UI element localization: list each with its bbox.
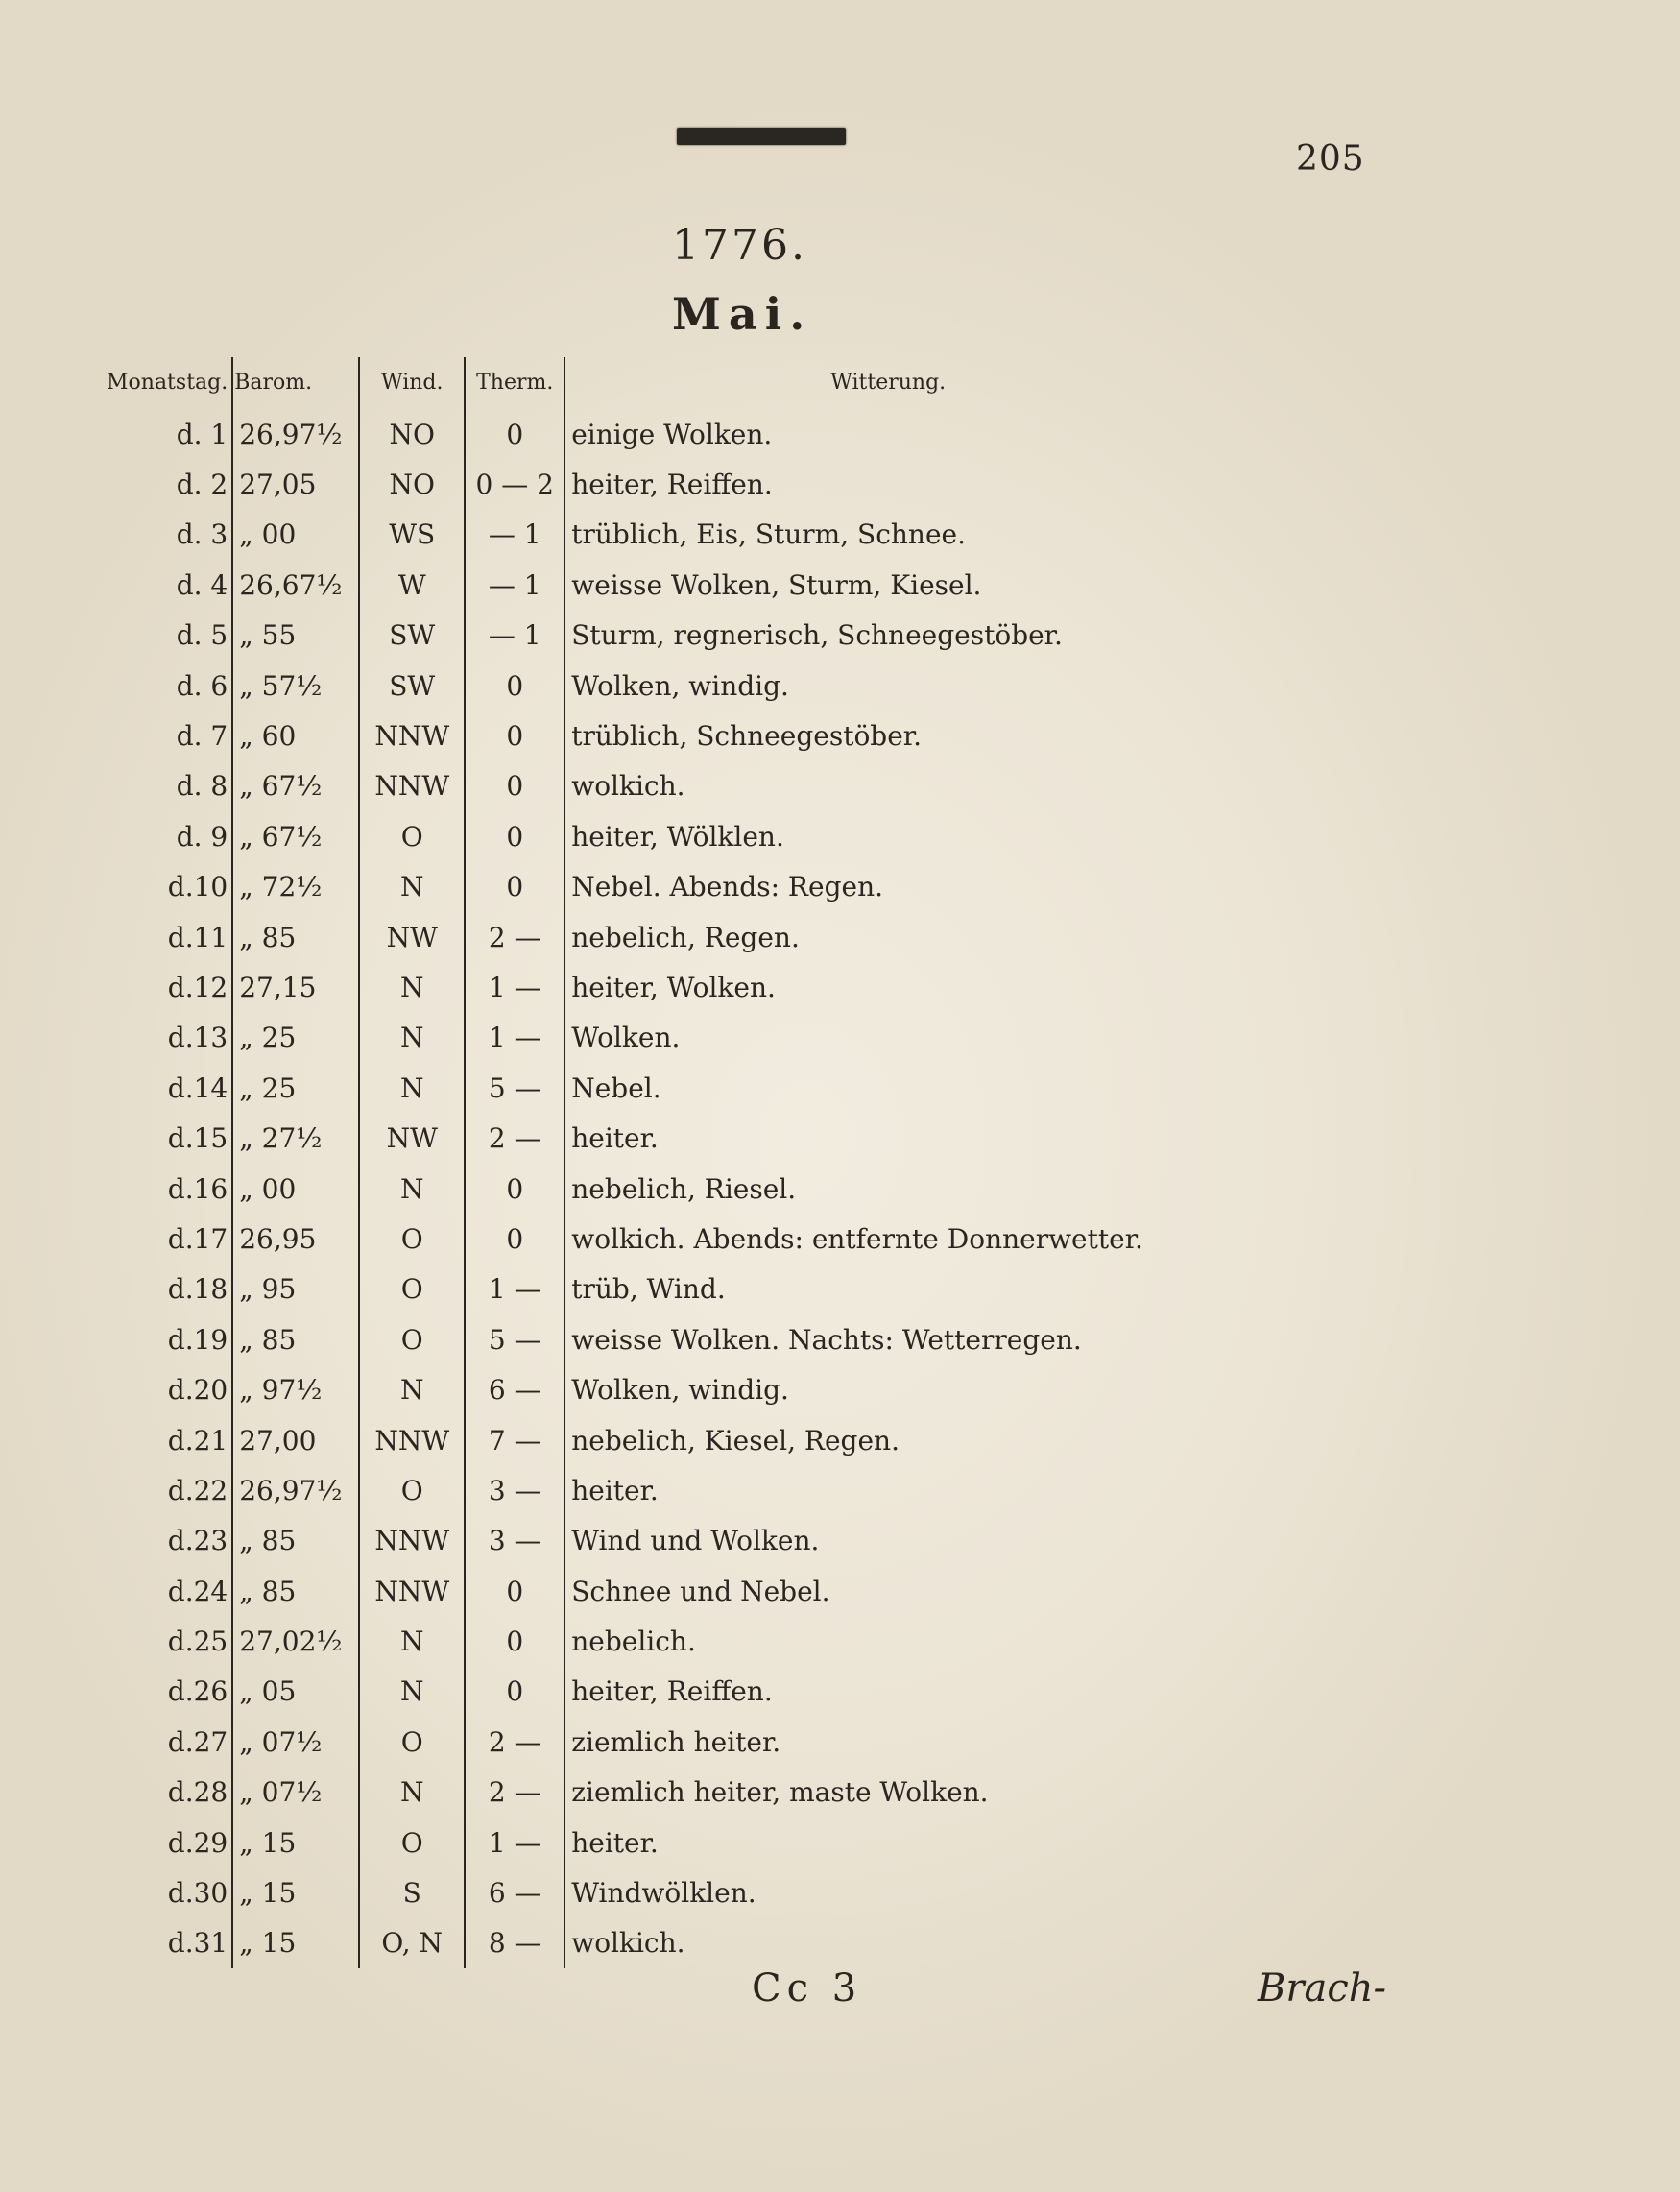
cell-thermometer: 0	[465, 811, 564, 861]
header-day: Monatstag.	[107, 371, 228, 395]
cell-weather: weisse Wolken, Sturm, Kiesel.	[564, 560, 1211, 610]
cell-wind: N	[359, 1768, 465, 1818]
cell-weather: ziemlich heiter.	[564, 1717, 1211, 1767]
cell-barometer: „ 07½	[232, 1768, 359, 1818]
cell-thermometer: 0	[465, 661, 564, 711]
cell-wind: WS	[359, 510, 465, 560]
cell-thermometer: — 1	[465, 560, 564, 610]
cell-wind: NO	[359, 459, 465, 509]
table-row	[106, 611, 1211, 661]
table-row	[106, 1867, 1211, 1917]
cell-day: d.18	[167, 1273, 228, 1306]
cell-wind: O, N	[359, 1918, 465, 1968]
cell-day: d.27	[167, 1725, 228, 1758]
cell-barometer: „ 72½	[232, 862, 359, 912]
cell-wind: NNW	[359, 761, 465, 811]
table-row	[106, 912, 1211, 962]
cell-day: d.14	[167, 1072, 228, 1104]
cell-thermometer: 2 —	[465, 912, 564, 962]
cell-thermometer: 5 —	[465, 1063, 564, 1113]
cell-thermometer: — 1	[465, 510, 564, 560]
weather-table-body	[106, 409, 1211, 1968]
cell-barometer: 26,95	[232, 1214, 359, 1264]
table-row	[106, 1063, 1211, 1113]
cell-weather: trüblich, Schneegestöber.	[564, 711, 1211, 760]
cell-weather: heiter, Reiffen.	[564, 459, 1211, 509]
cell-wind: SW	[359, 661, 465, 711]
cell-day: d.13	[167, 1022, 228, 1054]
cell-barometer: 26,97½	[232, 409, 359, 459]
table-row	[106, 1415, 1211, 1465]
table-row	[106, 1918, 1211, 1968]
cell-barometer: 27,05	[232, 459, 359, 509]
cell-barometer: 26,97½	[232, 1465, 359, 1515]
table-row	[106, 1214, 1211, 1264]
cell-day: d. 7	[176, 720, 228, 753]
table-row	[106, 459, 1211, 509]
cell-thermometer: — 1	[465, 611, 564, 661]
cell-weather: einige Wolken.	[564, 409, 1211, 459]
cell-thermometer: 6 —	[465, 1867, 564, 1917]
cell-thermometer: 0	[465, 862, 564, 912]
cell-day: d. 5	[176, 619, 228, 652]
cell-wind: N	[359, 1616, 465, 1666]
cell-thermometer: 3 —	[465, 1516, 564, 1566]
cell-day: d.26	[167, 1675, 228, 1708]
cell-day: d.12	[167, 971, 228, 1003]
cell-day: d.19	[167, 1323, 228, 1356]
cell-wind: W	[359, 560, 465, 610]
cell-barometer: „ 67½	[232, 811, 359, 861]
cell-thermometer: 1 —	[465, 1013, 564, 1063]
cell-barometer: „ 85	[232, 912, 359, 962]
cell-weather: nebelich.	[564, 1616, 1211, 1666]
table-row	[106, 1364, 1211, 1414]
cell-weather: heiter, Wölklen.	[564, 811, 1211, 861]
cell-day: d.21	[167, 1424, 228, 1457]
cell-wind: S	[359, 1867, 465, 1917]
cell-weather: wolkich.	[564, 1918, 1211, 1968]
table-row	[106, 1768, 1211, 1818]
weather-table	[106, 357, 1211, 1968]
cell-wind: N	[359, 962, 465, 1012]
cell-wind: O	[359, 1818, 465, 1867]
cell-thermometer: 0	[465, 761, 564, 811]
cell-day: d. 6	[176, 669, 228, 702]
cell-day: d.29	[167, 1826, 228, 1859]
table-row	[106, 510, 1211, 560]
cell-thermometer: 1 —	[465, 1265, 564, 1314]
cell-thermometer: 0	[465, 1667, 564, 1717]
cell-wind: N	[359, 1164, 465, 1214]
cell-wind: N	[359, 1063, 465, 1113]
table-row	[106, 1566, 1211, 1616]
cell-thermometer: 1 —	[465, 962, 564, 1012]
cell-thermometer: 2 —	[465, 1717, 564, 1767]
cell-day: d.22	[167, 1474, 228, 1506]
signature-mark: Cc 3	[752, 1966, 863, 2011]
cell-wind: N	[359, 1364, 465, 1414]
cell-barometer: „ 00	[232, 510, 359, 560]
cell-thermometer: 7 —	[465, 1415, 564, 1465]
cell-day: d. 1	[176, 418, 228, 450]
cell-thermometer: 0	[465, 1214, 564, 1264]
cell-thermometer: 6 —	[465, 1364, 564, 1414]
cell-day: d.17	[167, 1222, 228, 1255]
table-row	[106, 1667, 1211, 1717]
cell-barometer: 27,15	[232, 962, 359, 1012]
catchword: Brach-	[1258, 1966, 1387, 2011]
table-row	[106, 1113, 1211, 1163]
cell-thermometer: 2 —	[465, 1768, 564, 1818]
cell-barometer: „ 97½	[232, 1364, 359, 1414]
cell-wind: O	[359, 1314, 465, 1364]
cell-barometer: „ 95	[232, 1265, 359, 1314]
cell-barometer: „ 60	[232, 711, 359, 760]
cell-day: d. 9	[176, 820, 228, 853]
header-row	[106, 357, 1211, 409]
cell-wind: NW	[359, 912, 465, 962]
cell-barometer: „ 25	[232, 1013, 359, 1063]
cell-weather: heiter.	[564, 1465, 1211, 1515]
cell-weather: trüblich, Eis, Sturm, Schnee.	[564, 510, 1211, 560]
weather-table-header	[106, 357, 1211, 409]
cell-wind: O	[359, 811, 465, 861]
cell-weather: Nebel.	[564, 1063, 1211, 1113]
cell-barometer: „ 15	[232, 1918, 359, 1968]
header-weather: Witterung.	[564, 357, 1211, 409]
cell-thermometer: 0	[465, 1164, 564, 1214]
cell-weather: Wolken, windig.	[564, 661, 1211, 711]
cell-weather: Windwölklen.	[564, 1867, 1211, 1917]
cell-wind: N	[359, 1013, 465, 1063]
cell-weather: wolkich. Abends: entfernte Donnerwetter.	[564, 1214, 1211, 1264]
cell-barometer: „ 25	[232, 1063, 359, 1113]
cell-day: d.15	[167, 1122, 228, 1155]
cell-wind: O	[359, 1465, 465, 1515]
cell-thermometer: 0	[465, 1566, 564, 1616]
cell-weather: heiter.	[564, 1113, 1211, 1163]
cell-wind: NNW	[359, 1415, 465, 1465]
table-row	[106, 711, 1211, 760]
cell-weather: Nebel. Abends: Regen.	[564, 862, 1211, 912]
table-row	[106, 1465, 1211, 1515]
cell-wind: NO	[359, 409, 465, 459]
cell-weather: Wolken.	[564, 1013, 1211, 1063]
table-row	[106, 1818, 1211, 1867]
header-thermometer: Therm.	[465, 357, 564, 409]
table-row	[106, 1164, 1211, 1214]
cell-day: d.16	[167, 1172, 228, 1205]
cell-weather: wolkich.	[564, 761, 1211, 811]
table-row	[106, 862, 1211, 912]
cell-barometer: „ 00	[232, 1164, 359, 1214]
cell-wind: NNW	[359, 711, 465, 760]
table-row	[106, 560, 1211, 610]
cell-barometer: 27,00	[232, 1415, 359, 1465]
cell-barometer: „ 85	[232, 1516, 359, 1566]
cell-thermometer: 0 — 2	[465, 459, 564, 509]
month-heading: Mai.	[672, 288, 813, 340]
cell-day: d.30	[167, 1877, 228, 1910]
cell-barometer: „ 85	[232, 1314, 359, 1364]
cell-wind: SW	[359, 611, 465, 661]
cell-wind: NNW	[359, 1516, 465, 1566]
cell-thermometer: 0	[465, 409, 564, 459]
table-row	[106, 811, 1211, 861]
cell-weather: nebelich, Riesel.	[564, 1164, 1211, 1214]
cell-barometer: 27,02½	[232, 1616, 359, 1666]
cell-wind: NW	[359, 1113, 465, 1163]
cell-barometer: „ 85	[232, 1566, 359, 1616]
cell-weather: heiter, Reiffen.	[564, 1667, 1211, 1717]
table-row	[106, 1314, 1211, 1364]
table-row	[106, 409, 1211, 459]
cell-weather: Wind und Wolken.	[564, 1516, 1211, 1566]
cell-weather: nebelich, Kiesel, Regen.	[564, 1415, 1211, 1465]
table-row	[106, 761, 1211, 811]
cell-wind: N	[359, 862, 465, 912]
cell-wind: NNW	[359, 1566, 465, 1616]
cell-barometer: „ 27½	[232, 1113, 359, 1163]
cell-wind: O	[359, 1717, 465, 1767]
cell-barometer: 26,67½	[232, 560, 359, 610]
table-row	[106, 661, 1211, 711]
table-row	[106, 1265, 1211, 1314]
cell-thermometer: 8 —	[465, 1918, 564, 1968]
cell-thermometer: 1 —	[465, 1818, 564, 1867]
cell-thermometer: 2 —	[465, 1113, 564, 1163]
cell-weather: heiter.	[564, 1818, 1211, 1867]
cell-wind: N	[359, 1667, 465, 1717]
year-heading: 1776.	[672, 221, 807, 270]
cell-day: d. 2	[176, 469, 228, 501]
cell-thermometer: 0	[465, 711, 564, 760]
cell-day: d.31	[167, 1927, 228, 1960]
cell-weather: heiter, Wolken.	[564, 962, 1211, 1012]
cell-day: d.28	[167, 1776, 228, 1809]
cell-barometer: „ 15	[232, 1867, 359, 1917]
cell-weather: ziemlich heiter, maste Wolken.	[564, 1768, 1211, 1818]
cell-barometer: „ 67½	[232, 761, 359, 811]
cell-weather: nebelich, Regen.	[564, 912, 1211, 962]
cell-thermometer: 5 —	[465, 1314, 564, 1364]
table-row	[106, 1616, 1211, 1666]
cell-day: d.24	[167, 1575, 228, 1607]
cell-day: d. 4	[176, 568, 228, 601]
table-row	[106, 1013, 1211, 1063]
cell-weather: Sturm, regnerisch, Schneegestöber.	[564, 611, 1211, 661]
cell-day: d.23	[167, 1525, 228, 1557]
cell-day: d. 3	[176, 518, 228, 551]
cell-barometer: „ 57½	[232, 661, 359, 711]
cell-day: d.25	[167, 1626, 228, 1658]
header-wind: Wind.	[359, 357, 465, 409]
cell-wind: O	[359, 1265, 465, 1314]
cell-day: d.20	[167, 1374, 228, 1407]
cell-day: d.11	[167, 921, 228, 953]
table-row	[106, 1717, 1211, 1767]
cell-weather: weisse Wolken. Nachts: Wetterregen.	[564, 1314, 1211, 1364]
cell-weather: Schnee und Nebel.	[564, 1566, 1211, 1616]
header-rule	[677, 128, 846, 145]
cell-day: d. 8	[176, 770, 228, 803]
page-number: 205	[1296, 139, 1365, 179]
header-barometer: Barom.	[232, 357, 359, 409]
cell-thermometer: 3 —	[465, 1465, 564, 1515]
cell-barometer: „ 07½	[232, 1717, 359, 1767]
cell-barometer: „ 55	[232, 611, 359, 661]
cell-weather: Wolken, windig.	[564, 1364, 1211, 1414]
table-row	[106, 1516, 1211, 1566]
table-row	[106, 962, 1211, 1012]
cell-barometer: „ 15	[232, 1818, 359, 1867]
cell-thermometer: 0	[465, 1616, 564, 1666]
cell-day: d.10	[167, 871, 228, 903]
cell-wind: O	[359, 1214, 465, 1264]
cell-weather: trüb, Wind.	[564, 1265, 1211, 1314]
cell-barometer: „ 05	[232, 1667, 359, 1717]
